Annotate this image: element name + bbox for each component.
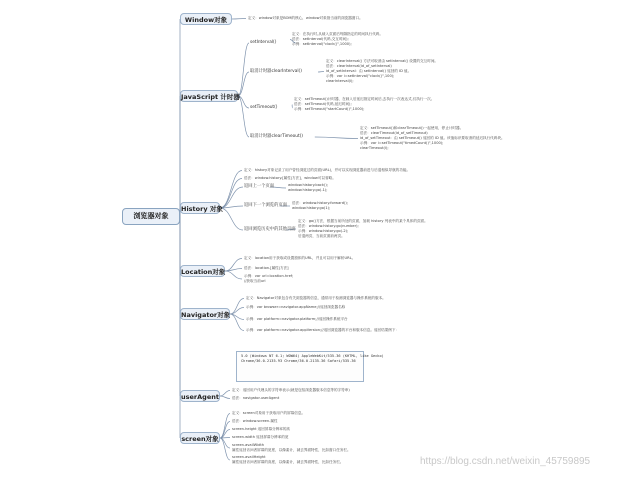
item-line: window.history.back();: [288, 183, 328, 187]
item-label-setinterval: setInterval(): [250, 40, 277, 45]
item-line: 定义：location用于获取或设置窗体的URL，并且可以用于解析URL。: [244, 256, 356, 260]
branch-node-window[interactable]: Window对象: [180, 13, 232, 25]
item-text-screen-width: [232, 435, 288, 440]
item-text-history-go: [298, 219, 428, 239]
branch-node-screen[interactable]: screen对象: [180, 432, 220, 444]
edge-history-back: [220, 187, 243, 208]
item-line: clearTimeout(i);: [360, 146, 389, 150]
item-line: 属性返回访问者屏幕的高度，以像素计，减去界面特性，比如任务栏。: [232, 460, 344, 464]
item-text-clearinterval: [326, 59, 438, 84]
edge-history-go: [220, 208, 243, 230]
edge-setinterval: [238, 43, 249, 96]
item-line: 示例：var browser=navigator.appName;//返回浏览器名称: [246, 305, 346, 309]
item-line: 定义：go()方法，根据当前所处的页面，加载 history 列表中的某个具体的页面。: [298, 219, 428, 223]
item-text-useragent-def: [232, 388, 350, 393]
watermark: https://blog.csdn.net/weixin_45759895: [420, 456, 591, 467]
item-line: 定义：clearInterval() 方法可取消由 setInterval() 设置的交互时间。: [326, 59, 439, 63]
item-line: 语法：window.history.[属性|方法]，window可以省略。: [244, 176, 336, 180]
item-line: 定义：window对象是BOM的核心，window对象指当前的浏览器窗口。: [248, 16, 363, 20]
item-text-settimeout: [294, 97, 434, 112]
edge-text-useragent-syntax: [220, 396, 230, 399]
item-label-cleartimeout: 取消计时器clearTimeout(): [250, 134, 303, 139]
item-line: 语法：window.history.forward();: [292, 201, 349, 205]
appversion-sample-line: Chrome/36.0.2135.93 Chrome/36.0.2135.36 Safari/535.36: [241, 359, 356, 364]
item-line: 语法：setTimeout(代码,延迟时间);: [294, 102, 352, 106]
item-text-navigator-ex3: [246, 328, 399, 333]
item-text-cleartimeout: [360, 126, 505, 151]
item-line: 定义：setTimeout()和clearTimeout()一起使用，停止计时器。: [360, 126, 464, 130]
branch-node-location[interactable]: Location对象: [180, 265, 225, 277]
item-line: screen.availHeight: [232, 455, 266, 459]
item-text-location-example: [244, 274, 293, 284]
item-label-history-forward: 返回下一个浏览的页面: [244, 203, 287, 208]
item-line: 语法：window.screen.属性: [232, 419, 278, 423]
item-text-screen-height: [232, 427, 290, 432]
item-line: 定义：setTimeout()计时器，在载入后延迟指定时间后,去执行一次表达式,仅执行一次。: [294, 97, 435, 101]
item-line: clearInterval(i);: [326, 79, 354, 83]
appversion-sample-box: [236, 351, 384, 382]
edge-text-window-def: [232, 19, 246, 20]
item-line: 语法：window.history.go(number);: [298, 224, 359, 228]
item-line: 语法：setInterval(代码,交互时间);: [292, 37, 349, 41]
item-text-navigator-ex2: [246, 317, 348, 322]
appversion-sample-line: 5.0 (Windows NT 6.1; WOW64) AppleWebKit/535.36 (KHTML, like Gecko): [241, 354, 384, 358]
item-text-navigator-def: [246, 296, 386, 301]
item-text-history-syntax: [244, 176, 336, 181]
item-text-history-back: [288, 183, 328, 193]
item-line: 属性返回访问者屏幕的宽度，以像素计，减去界面特性，比如窗口任务栏。: [232, 448, 351, 452]
item-line: 示例：var i=setTimeout("timedCount()",1000);: [360, 141, 444, 145]
item-line: 示例：setTimeout("startCount()",1000);: [294, 107, 365, 111]
item-line: 语法：navigator.userAgent: [232, 396, 280, 400]
item-label-clearinterval: 取消计时器clearInterval(): [250, 69, 302, 74]
item-text-location-def: [244, 256, 355, 261]
edge-text-clearinterval: [318, 72, 324, 73]
item-text-screen-syntax: [232, 419, 278, 424]
item-line: screen.availWidth: [232, 443, 265, 447]
branch-node-history[interactable]: History 对象: [180, 202, 220, 214]
root-node[interactable]: 浏览器对象: [122, 208, 180, 225]
item-line: 语法：location.[属性|方法]: [244, 266, 289, 270]
branch-node-navigator[interactable]: Navigator对象: [180, 308, 230, 320]
item-text-screen-def: [232, 411, 305, 416]
edge-text-location-def: [225, 259, 242, 272]
item-text-history-def: [244, 168, 410, 173]
item-line: 后退两页，当前页面前两页。: [298, 234, 345, 238]
item-line: 示例：var platform=navigator.platform;//返回操作系统平台: [246, 317, 348, 321]
item-line: 定义：Navigator对象包含有关浏览器的信息，通常用于检测浏览器与操作系统的版本。: [246, 296, 386, 300]
item-line: //获取当前url: [244, 279, 266, 283]
item-line: 示例：setInterval("clock()",1000);: [292, 42, 352, 46]
item-text-navigator-ex1: [246, 305, 345, 310]
item-line: window.history.go(1);: [292, 206, 331, 210]
edge-text-screen-availheight: [220, 438, 230, 460]
edge-text-location-example: [225, 271, 242, 279]
item-text-screen-availwidth: [232, 443, 351, 453]
item-text-screen-availheight: [232, 455, 343, 465]
item-line: 示例：var url=location.href;: [244, 274, 294, 278]
edge-text-navigator-def: [230, 299, 244, 315]
item-line: id_of_setInterval：由 setInterval() 返回的 ID 值。: [326, 69, 412, 73]
item-line: 示例：var platform=navigator.appVersion;//返回浏览器的平台和版本信息。返回结果例下：: [246, 328, 400, 332]
edge-text-useragent-def: [220, 391, 230, 397]
item-line: 示例：var i=setInterval("clock()",100);: [326, 74, 395, 78]
edge-text-cleartimeout: [315, 137, 358, 139]
item-line: 定义：history对象记录了用户曾经浏览过的页面(URL)，并可以实现浏览器前进与后退相似导航的功能。: [244, 168, 411, 172]
item-label-settimeout: setTimeout(): [250, 105, 278, 110]
item-text-window-def: [248, 16, 363, 21]
item-line: 定义：在执行时,从载入页面后每隔指定的时间执行代码。: [292, 32, 383, 36]
item-text-useragent-syntax: [232, 396, 279, 401]
item-label-history-back: 返回上一个页面: [244, 184, 275, 189]
edge-text-history-syntax: [220, 179, 242, 209]
item-line: 语法：clearTimeout(id_of_setTimeout): [360, 131, 428, 135]
branch-node-javascript[interactable]: JavaScript 计时器: [180, 90, 238, 102]
item-line: 定义：返回用户代理头的字符串表示(就是包括浏览器版本信息等的字符串): [232, 388, 350, 392]
item-line: window.history.go(-1);: [288, 188, 328, 192]
item-line: 定义：screen对象用于获取用户的屏幕信息。: [232, 411, 306, 415]
edge-text-history-def: [220, 171, 242, 209]
item-line: screen.width 返回屏幕分辨率的宽: [232, 435, 289, 439]
item-line: screen.height 返回屏幕分辨率的高: [232, 427, 291, 431]
item-line: 语法：clearInterval(id_of_setInterval): [326, 64, 392, 68]
item-line: id_of_setTimeout：由 setTimeout() 返回的 ID 值。该值标识要取消的延迟执行代码块。: [360, 136, 505, 140]
item-label-history-go: 返回浏览历史中的其他页面: [244, 227, 296, 232]
edge-text-location-syntax: [225, 269, 242, 272]
item-text-setinterval: [292, 32, 383, 47]
branch-node-useragent[interactable]: userAgent: [180, 390, 220, 402]
item-text-history-forward: [292, 201, 348, 211]
item-text-location-syntax: [244, 266, 289, 271]
item-line: 示例：window.history.go(-2);: [298, 229, 349, 233]
